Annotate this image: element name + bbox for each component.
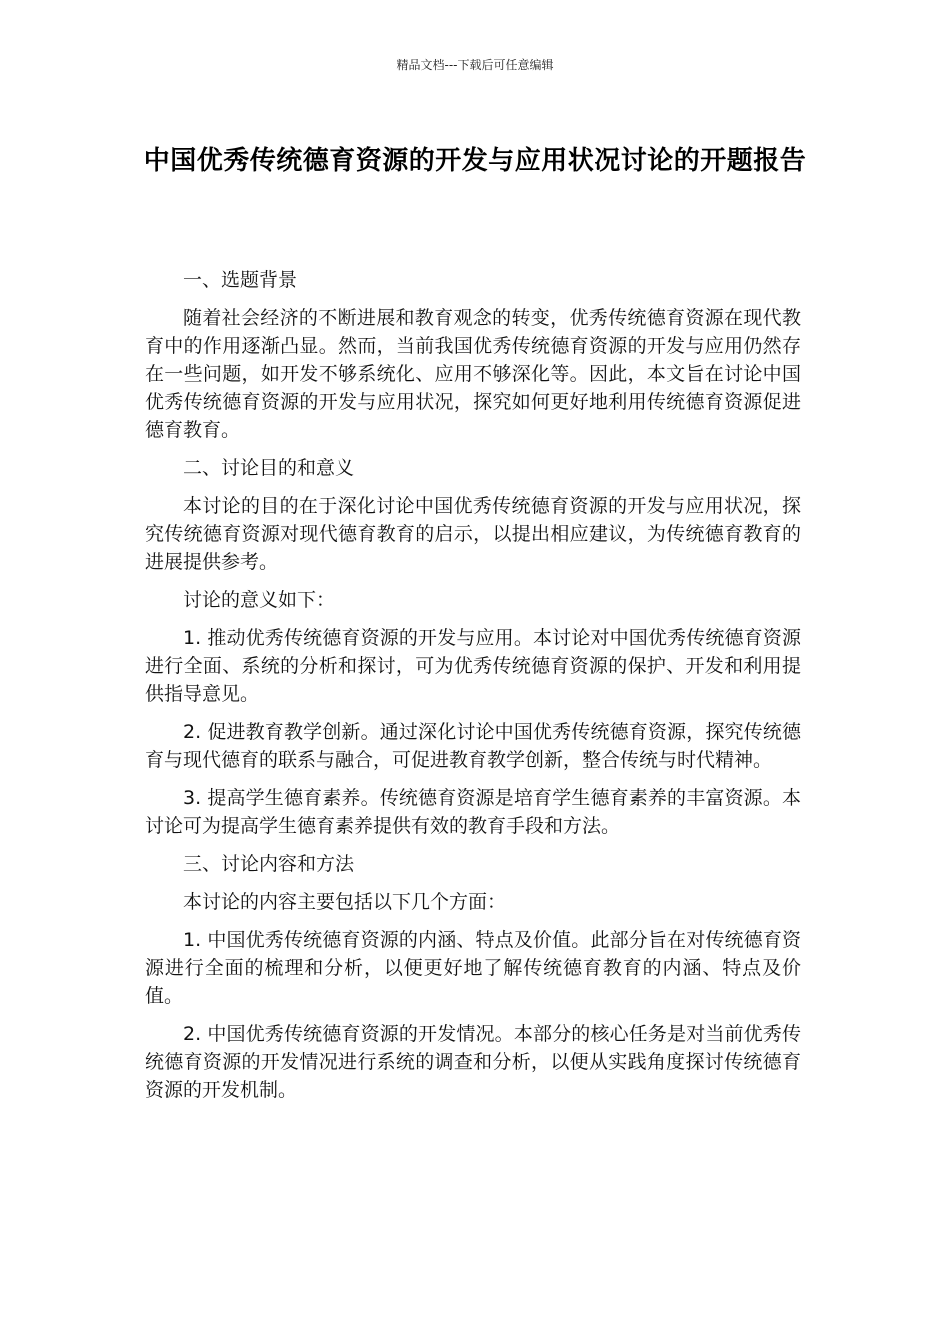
document-body bbox=[145, 266, 801, 1114]
list-item-significance-1: 1. 推动优秀传统德育资源的开发与应用。本讨论对中国优秀传统德育资源进行全面、系统的分析和探讨，可为优秀传统德育资源的保护、开发和利用提供指导意见。 bbox=[145, 627, 801, 705]
section-heading-background: 一、选题背景 bbox=[183, 269, 298, 291]
document-title: 中国优秀传统德育资源的开发与应用状况讨论的开题报告 bbox=[143, 146, 807, 176]
list-item-content-1: 1. 中国优秀传统德育资源的内涵、特点及价值。此部分旨在对传统德育资源进行全面的梳理和分析，以便更好地了解传统德育教育的内涵、特点及价值。 bbox=[145, 929, 801, 1007]
paragraph-content-intro: 本讨论的内容主要包括以下几个方面： bbox=[183, 891, 507, 913]
header-note: 精品文档---下载后可任意编辑 bbox=[396, 58, 554, 72]
paragraph-background: 随着社会经济的不断进展和教育观念的转变，优秀传统德育资源在现代教育中的作用逐渐凸显。然而，当前我国优秀传统德育资源的开发与应用仍然存在一些问题，如开发不够系统化、应用不够深化等。因此，本文旨在讨论中国优秀传统德育资源的开发与应用状况，探究如何更好地利用传统德育资源促进德育教育。 bbox=[145, 307, 801, 441]
list-item-content-2: 2. 中国优秀传统德育资源的开发情况。本部分的核心任务是对当前优秀传统德育资源的开发情况进行系统的调查和分析，以便从实践角度探讨传统德育资源的开发机制。 bbox=[145, 1023, 801, 1101]
paragraph-purpose: 本讨论的目的在于深化讨论中国优秀传统德育资源的开发与应用状况，探究传统德育资源对现代德育教育的启示，以提出相应建议，为传统德育教育的进展提供参考。 bbox=[145, 495, 801, 573]
list-item-significance-2: 2. 促进教育教学创新。通过深化讨论中国优秀传统德育资源，探究传统德育与现代德育的联系与融合，可促进教育教学创新，整合传统与时代精神。 bbox=[145, 721, 801, 771]
paragraph-significance-intro: 讨论的意义如下： bbox=[183, 589, 336, 611]
section-heading-content-method: 三、讨论内容和方法 bbox=[183, 853, 355, 875]
section-heading-purpose: 二、讨论目的和意义 bbox=[183, 457, 355, 479]
list-item-significance-3: 3. 提高学生德育素养。传统德育资源是培育学生德育素养的丰富资源。本讨论可为提高学生德育素养提供有效的教育手段和方法。 bbox=[145, 787, 801, 837]
